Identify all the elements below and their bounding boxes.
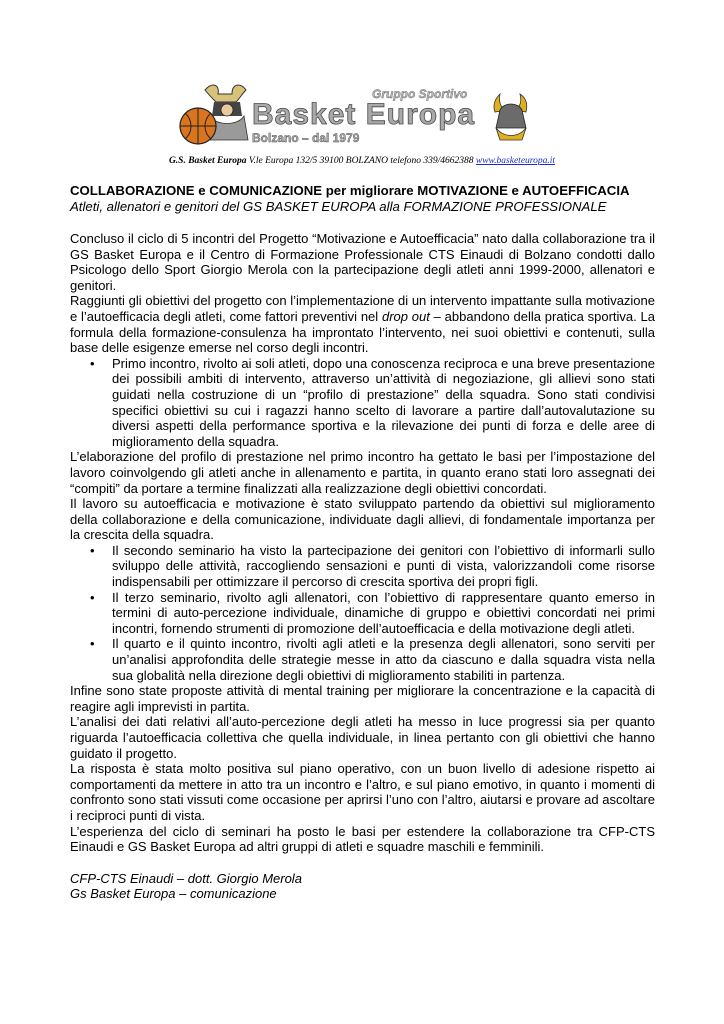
list-item: • Il terzo seminario, rivolto agli allenatori, con l’obiettivo di rappresentare quanto emerso in termini di auto-percezione individuale, dinamiche di gruppo e obiettivi concordati nei primi incontri, fornendo strumenti di promozione dell’autoefficacia e della motivazione degli atleti.: [90, 589, 655, 636]
paragraph-conclusion: L’esperienza del ciclo di seminari ha posto le basi per estendere la collaborazione tra CFP-CTS Einaudi e GS Basket Europa ad altri gruppi di atleti e squadre maschili e femminili.: [70, 823, 655, 855]
paragraph-intro: Concluso il ciclo di 5 incontri del Progetto “Motivazione e Autoefficacia” nato dalla collaborazione tra il GS Basket Europa e il Centro di Formazione Professionale CTS Einaudi di Bolzano condotti dallo Psicologo dello Sport Giorgio Merola con la partecipazione degli atleti anni 1999-2000, allenatori e genitori.: [70, 231, 655, 293]
bullet-list-2: [70, 543, 655, 683]
paragraph-profile: L’elaborazione del profilo di prestazione nel primo incontro ha gettato le basi per l’impostazione del lavoro coinvolgendo gli atleti anche in allenamento e partita, in quanto erano stati loro assegnati dei “compiti” da portare a termine finalizzati alla realizzazione degli obiettivi concordati.: [70, 449, 655, 496]
signature-line: CFP-CTS Einaudi – dott. Giorgio Merola: [70, 870, 302, 886]
paragraph-mental-training: Infine sono state proposte attività di mental training per migliorare la concentrazione e la capacità di reagire agli imprevisti in partita.: [70, 683, 655, 714]
paragraph-objectives: Raggiunti gli obiettivi del progetto con l’implementazione di un intervento impattante sulla motivazione e l’autoefficacia degli atleti, come fattori preventivi nel drop out – abbandono della pratica sportiva. La formula della formazione-consulenza ha improntato l’intervento, nei suoi obiettivi e contenuti, sulla base delle esigenze emerse nel corso degli incontri.: [70, 293, 656, 356]
article-title: COLLABORAZIONE e COMUNICAZIONE per migliorare MOTIVAZIONE e AUTOEFFICACIA: [70, 183, 630, 198]
website-link[interactable]: www.basketeuropa.it: [475, 156, 556, 166]
logo-sub-text: Bolzano – dal 1979: [252, 131, 360, 145]
bullet-icon: •: [90, 542, 95, 558]
bullet-icon: •: [90, 355, 95, 371]
signature-line: Gs Basket Europa – comunicazione: [70, 886, 277, 902]
paragraph-analysis: L’analisi dei dati relativi all’auto-percezione degli atleti ha messo in luce progressi sia per quanto riguarda l’autoefficacia collettiva che quella individuale, in linea pertanto con gli obiettivi che hanno guidato il progetto.: [70, 714, 655, 761]
logo-small-text: Gruppo Sportivo: [372, 87, 468, 101]
logo-main-text: Basket Europa: [252, 98, 476, 131]
list-item: • Il quarto e il quinto incontro, rivolti agli atleti e la presenza degli allenatori, sono serviti per un’analisi approfondita delle strategie messe in atto da ciascuno e dalla squadra vista nella sua globalità nella direzione degli obiettivi di miglioramento stabiliti in partenza.: [90, 636, 655, 683]
bullet-icon: •: [90, 636, 95, 652]
paragraph-response: La risposta è stata molto positiva sul piano operativo, con un buon livello di adesione rispetto ai comportamenti da mettere in atto tra un incontro e l’altro, e sul piano emotivo, in quanto i momenti di confronto sono stati vissuti come occasione per aprirsi l’uno con l’altro, aiutarsi e provare ad ascoltare i reciproci punti di vista.: [70, 761, 655, 823]
club-logo: [160, 82, 580, 150]
org-name: G.S. Basket Europa: [168, 156, 247, 166]
paragraph-work: Il lavoro su autoefficacia e motivazione è stato sviluppato partendo da obiettivi sul miglioramento della collaborazione e della comunicazione, individuate dagli allievi, di fondamentale importanza per la crescita della squadra.: [70, 496, 655, 543]
list-item: • Il secondo seminario ha visto la partecipazione dei genitori con l’obiettivo di informarli sullo sviluppo delle attività, raccogliendo sensazioni e punti di vista, valorizzandoli come risorse indispensabili per ottimizzare il percorso di crescita sportiva dei propri figli.: [90, 542, 655, 590]
article-subtitle: Atleti, allenatori e genitori del GS BASKET EUROPA alla FORMAZIONE PROFESSIONALE: [70, 199, 607, 214]
drop-out-term: drop out: [381, 308, 430, 324]
article-body: [70, 183, 655, 902]
header-contact-line: [0, 156, 724, 166]
org-address: V.le Europa 132/5 39100 BOLZANO telefono 339/4662388: [246, 156, 476, 166]
basketball-icon: [180, 108, 216, 144]
bullet-icon: •: [90, 589, 95, 605]
list-item: • Primo incontro, rivolto ai soli atleti, dopo una conoscenza reciproca e una breve presentazione dei possibili ambiti di intervento, attraverso un’attività di negoziazione, gli allievi sono stati guidati nella costruzione di un “profilo di prestazione” della squadra. Sono stati condivisi specifici obiettivi su cui i ragazzi hanno scelto di lavorare a partire dall’autovalutazione su diversi aspetti della performance sportiva e la rilevazione dei punti di forza e delle aree di miglioramento della squadra.: [90, 355, 655, 449]
bullet-list-1: [70, 356, 655, 450]
viking-helmet-icon: [494, 94, 527, 140]
